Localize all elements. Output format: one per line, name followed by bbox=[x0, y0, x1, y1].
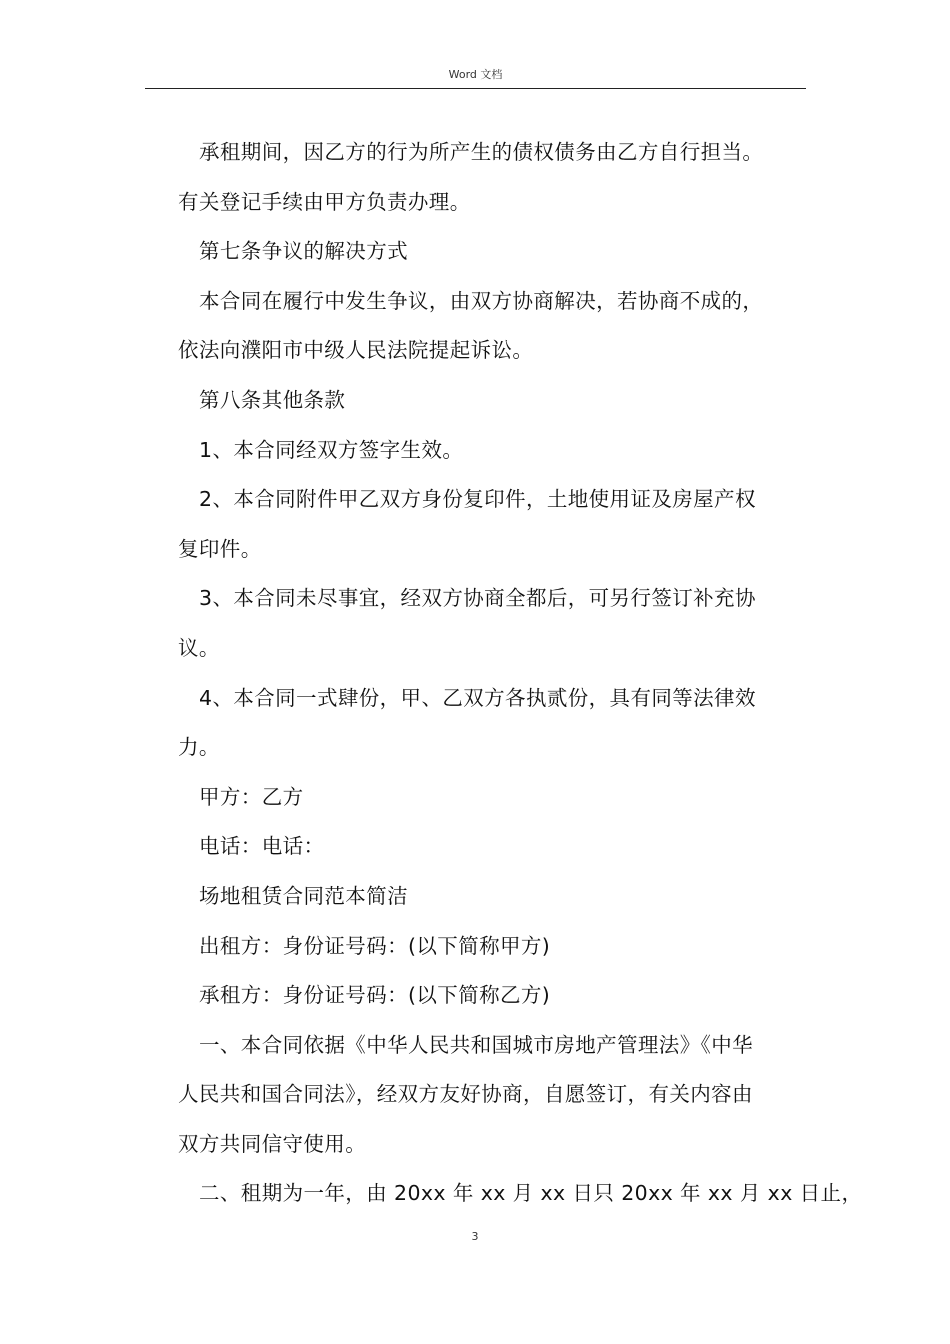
text-line: 复印件。 bbox=[178, 536, 262, 561]
text-line: 2、本合同附件甲乙双方身份复印件，土地使用证及房屋产权 bbox=[199, 487, 756, 512]
text-line: 场地租赁合同范本简洁 bbox=[199, 883, 408, 908]
text-line: 电话：电话： bbox=[199, 834, 325, 859]
text-line: 第八条其他条款 bbox=[199, 387, 346, 412]
text-line: 二、租期为一年，由 20xx 年 xx 月 xx 日只 20xx 年 xx 月 xx 日止， bbox=[199, 1181, 863, 1206]
text-line: 4、本合同一式肆份，甲、乙双方各执贰份，具有同等法律效 bbox=[199, 685, 756, 710]
page-header bbox=[145, 68, 806, 89]
text-line: 双方共同信守使用。 bbox=[178, 1131, 367, 1156]
text-line: 本合同在履行中发生争议，由双方协商解决，若协商不成的， bbox=[199, 288, 764, 313]
text-line: 第七条争议的解决方式 bbox=[199, 239, 408, 264]
text-line: 人民共和国合同法》，经双方友好协商，自愿签订，有关内容由 bbox=[178, 1082, 753, 1107]
page-number: 3 bbox=[471, 1230, 479, 1243]
text-line: 依法向濮阳市中级人民法院提起诉讼。 bbox=[178, 338, 534, 363]
text-line: 一、本合同依据《中华人民共和国城市房地产管理法》《中华 bbox=[199, 1032, 754, 1057]
text-line: 有关登记手续由甲方负责办理。 bbox=[178, 189, 471, 214]
text-line: 承租方：身份证号码：(以下简称乙方) bbox=[199, 983, 551, 1008]
text-line: 承租期间，因乙方的行为所产生的债权债务由乙方自行担当。 bbox=[199, 140, 764, 164]
text-line: 甲方：乙方 bbox=[199, 784, 304, 809]
text-line: 1、本合同经双方签字生效。 bbox=[199, 437, 464, 462]
text-line: 出租方：身份证号码：(以下简称甲方) bbox=[199, 933, 551, 958]
header-title: Word 文档 bbox=[448, 68, 503, 81]
text-line: 3、本合同未尽事宜，经双方协商全都后，可另行签订补充协 bbox=[199, 586, 756, 611]
page-footer bbox=[0, 1230, 950, 1243]
text-line: 议。 bbox=[178, 635, 220, 660]
text-line: 力。 bbox=[178, 735, 220, 760]
document-body bbox=[178, 128, 863, 1219]
